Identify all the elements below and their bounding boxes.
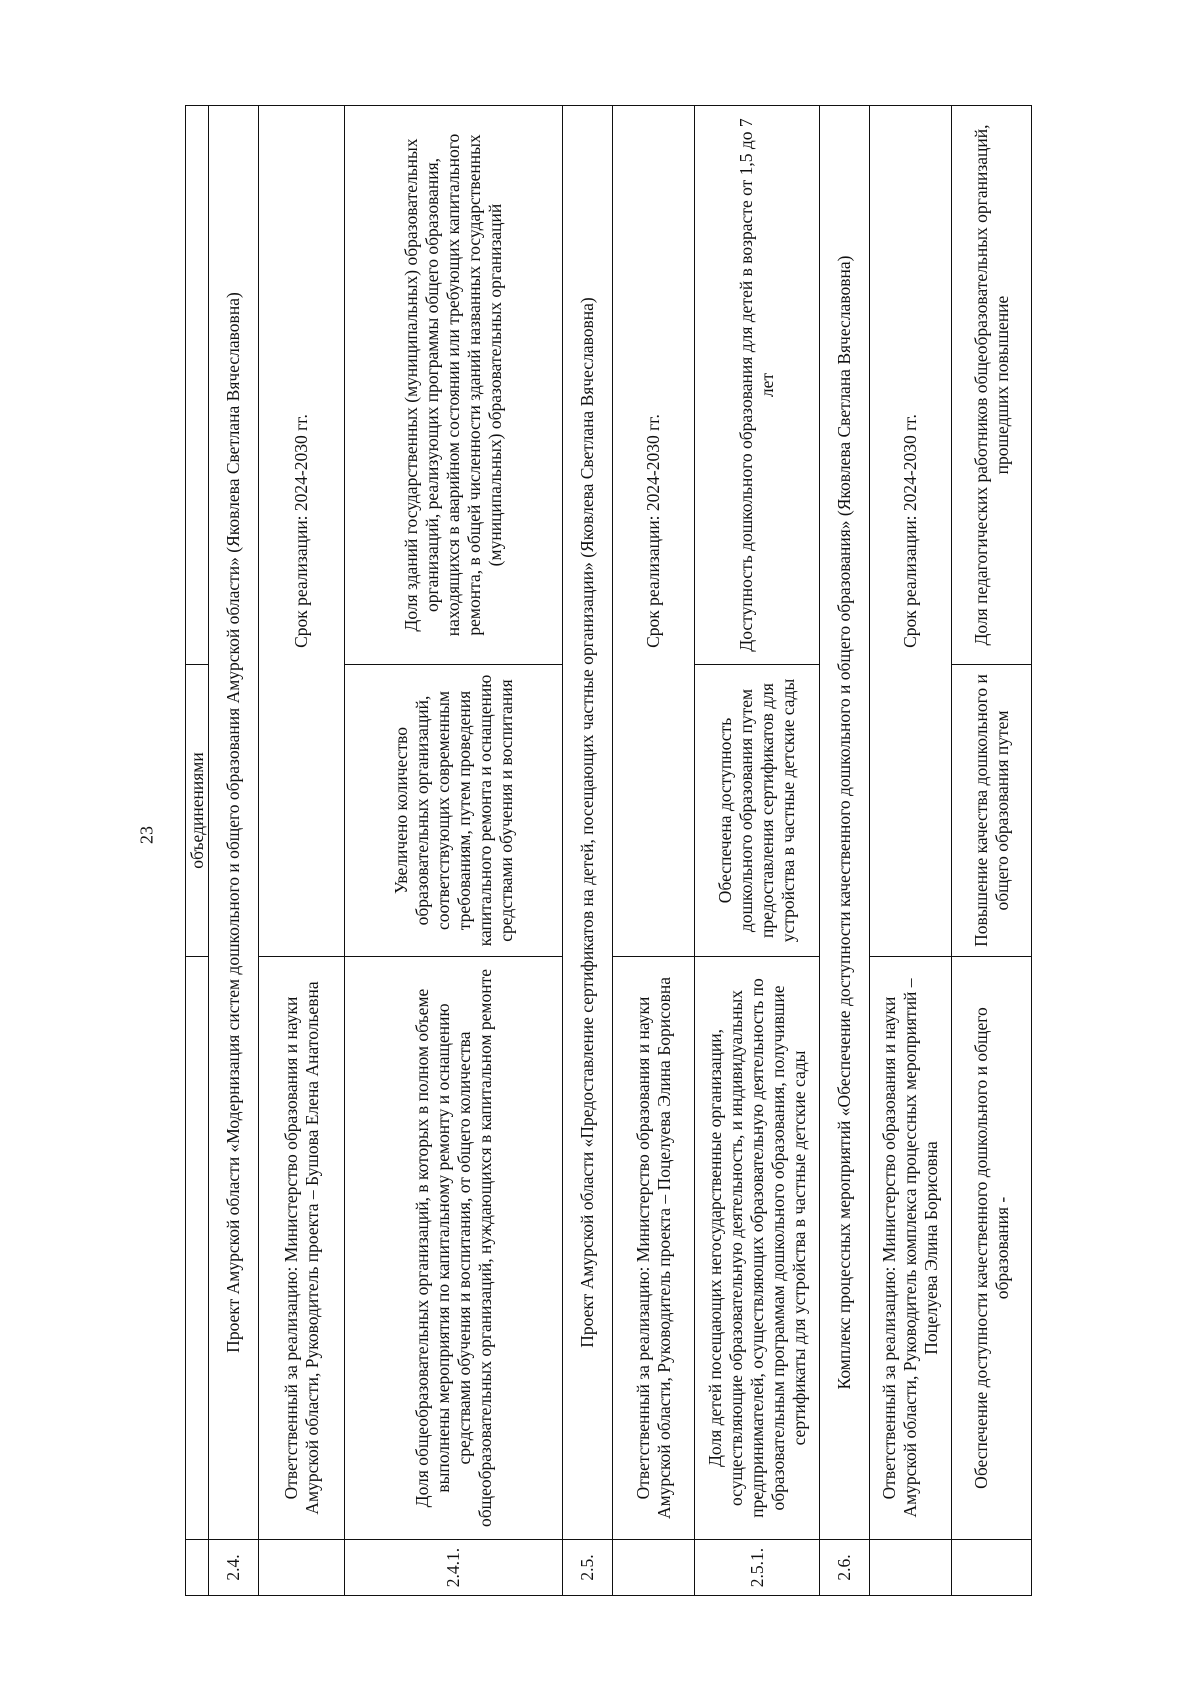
indicator-cell: Доля зданий государственных (муниципальных) образовательных организаций, реализующих программы общего образования, находящихся в аварийном состоянии или требующих капитального ремонта, в общей численности зданий названных государственных (муниципальных) образовательных организаций (345, 106, 563, 665)
implementation-term: Срок реализации: 2024-2030 гг. (613, 106, 695, 957)
table-row (186, 106, 209, 1596)
row-number: 2.5. (563, 1540, 613, 1596)
table-row (870, 106, 952, 1596)
task-cell: Доля детей посещающих негосударственные организации, осуществляющие образовательную деятельность, и индивидуальных предпринимателей, осуществляющих образовательную деятельность по образовательным программам дошкольного образования, получившие сертификаты для устройства в частные детские сады (695, 957, 820, 1540)
document-table (185, 106, 1010, 1596)
project-title: Проект Амурской области «Предоставление сертификатов на детей, посещающих частные организации» (Яковлева Светлана Вячеславовна) (563, 106, 613, 1540)
row-number: 2.6. (820, 1540, 870, 1596)
table-row (345, 106, 563, 1596)
responsible-cell: Ответственный за реализацию: Министерство образования и науки Амурской области, Руководитель проекта – Бушова Елена Анатольевна (259, 957, 345, 1540)
table-cell (186, 106, 209, 665)
task-cell: Доля общеобразовательных организаций, в которых в полном объеме выполнены мероприятия по капитальному ремонту и оснащению средствами обучения и воспитания, от общего количества общеобразовательных организаций, нуждающихся в капитальном ремонте (345, 957, 563, 1540)
table-row (563, 106, 613, 1596)
table-row (820, 106, 870, 1596)
row-number: 2.4.1. (345, 1540, 563, 1596)
table-row (695, 106, 820, 1596)
table-cell (186, 1540, 209, 1596)
responsible-cell: Ответственный за реализацию: Министерство образования и науки Амурской области, Руководитель проекта – Поцелуева Элина Борисовна (613, 957, 695, 1540)
table-row (613, 106, 695, 1596)
responsible-cell: Ответственный за реализацию: Министерство образования и науки Амурской области, Руководитель комплекса процессных мероприятий – Поцелуева Элина Борисовна (870, 957, 952, 1540)
row-number: 2.5.1. (695, 1540, 820, 1596)
effect-cell: Увеличено количество образовательных организаций, соответствующих современным требованиям, путем проведения капитального ремонта и оснащению средствами обучения и воспитания (345, 665, 563, 957)
project-title: Комплекс процессных мероприятий «Обеспечение доступности качественного дошкольного и общего образования» (Яковлева Светлана Вячеславовна) (820, 106, 870, 1540)
measures-table (185, 105, 1032, 1596)
table-row (209, 106, 259, 1596)
effect-cell: Обеспечена доступность дошкольного образования путем предоставления сертификатов для устройства в частные детские сады (695, 665, 820, 957)
page-number: 23 (136, 826, 157, 844)
implementation-term: Срок реализации: 2024-2030 гг. (870, 106, 952, 957)
table-cell (259, 1540, 345, 1596)
task-cell: Обеспечение доступности качественного дошкольного и общего образования - (952, 957, 1032, 1540)
implementation-term: Срок реализации: 2024-2030 гг. (259, 106, 345, 957)
table-cell (870, 1540, 952, 1596)
table-cell (613, 1540, 695, 1596)
row-number (952, 1540, 1032, 1596)
indicator-cell: Доля педагогических работников общеобразовательных организаций, прошедших повышение (952, 106, 1032, 665)
project-title: Проект Амурской области «Модернизация систем дошкольного и общего образования Амурской области» (Яковлева Светлана Вячеславовна) (209, 106, 259, 1540)
effect-cell: Повышение качества дошкольного и общего образования путем (952, 665, 1032, 957)
table-row (952, 106, 1032, 1596)
row-number: 2.4. (209, 1540, 259, 1596)
table-cell (186, 957, 209, 1540)
indicator-cell: Доступность дошкольного образования для детей в возрасте от 1,5 до 7 лет (695, 106, 820, 665)
table-row (259, 106, 345, 1596)
table-cell: объединениями (186, 665, 209, 957)
